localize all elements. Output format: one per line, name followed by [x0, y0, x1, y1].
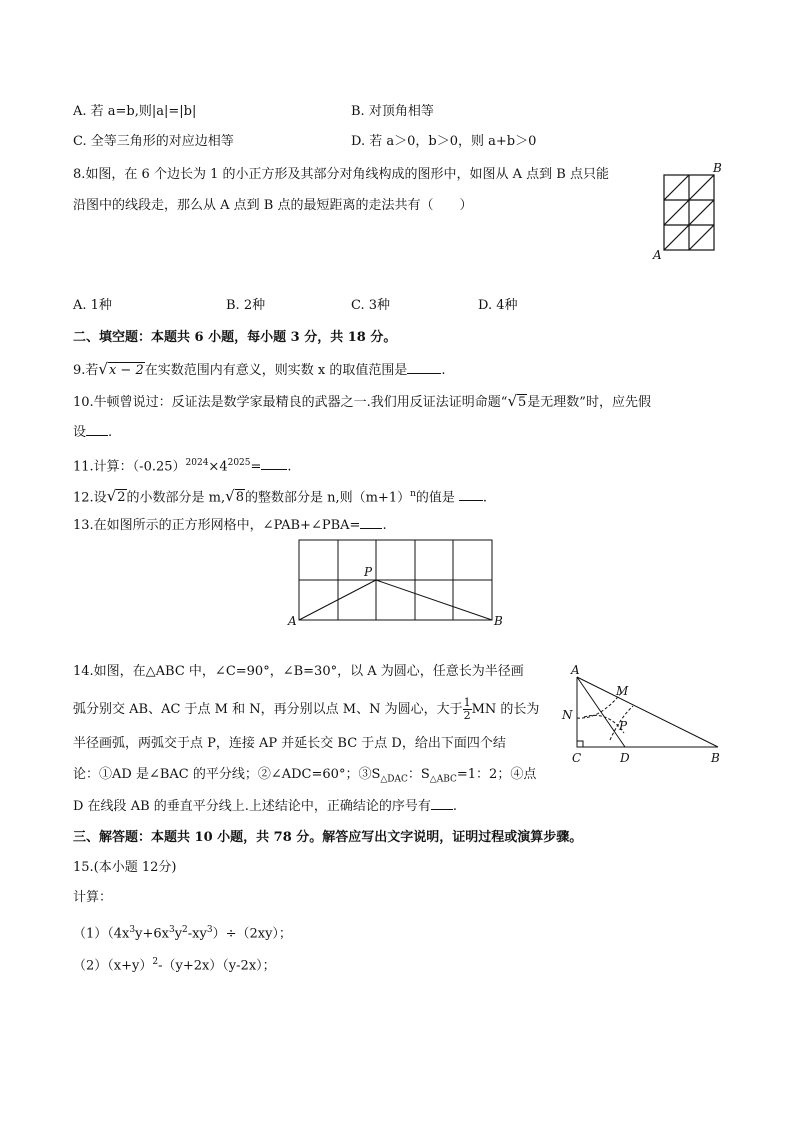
q8-option-a: A. 1种	[73, 298, 112, 313]
q12-suffix: 的值是	[415, 490, 455, 506]
q7-option-c: C. 全等三角形的对应边相等	[73, 134, 234, 149]
q10-answer-blank[interactable]	[86, 423, 108, 436]
q10-line2-end: .	[108, 425, 113, 440]
q12-rad1: 2	[117, 490, 126, 506]
q14-line2-suffix: MN 的长为	[471, 702, 540, 717]
q14-line5	[73, 797, 457, 816]
q10-line2-prefix: 设	[73, 425, 87, 440]
q12-sqrt2: √8	[225, 487, 244, 506]
q8-line2: 沿图中的线段走，那么从 A 点到 B 点的最短距离的走法共有（ ）	[73, 198, 473, 213]
q8-grid-figure	[650, 160, 730, 264]
q7-option-d: D. 若 a＞0，b＞0，则 a+b＞0	[351, 134, 537, 149]
q15-item1	[73, 921, 292, 943]
q14-label-m: M	[616, 684, 629, 698]
q14-line5-text: D 在线段 AB 的垂直平分线上.上述结论中，正确结论的序号有	[73, 799, 431, 814]
q11-answer-blank[interactable]	[261, 457, 287, 470]
q13-label-a: A	[288, 614, 297, 628]
q7-option-b: B. 对顶角相等	[351, 104, 434, 119]
q9-suffix: 在实数范围内有意义，则实数 x 的取值范围是	[144, 363, 408, 378]
q8-option-c: C. 3种	[351, 298, 391, 313]
q12-sqrt1: √2	[106, 487, 126, 506]
q9-answer-blank[interactable]	[407, 361, 441, 374]
q12-prefix: 12.设	[73, 490, 107, 506]
q12-end: .	[482, 490, 488, 506]
q10-line1	[73, 392, 651, 412]
q12-exp: n	[410, 489, 416, 499]
q14-answer-blank[interactable]	[431, 797, 453, 810]
q15-item1-e3: 2	[182, 925, 188, 935]
q14-frac-den: 2	[463, 709, 471, 722]
q14-frac-num: 1	[463, 696, 471, 709]
q10-line1-suffix: 是无理数”时，应先假	[527, 395, 651, 410]
q14-label-c: C	[572, 751, 582, 765]
q14-line3: 半径画弧，两弧交于点 P，连接 AP 并延长交 BC 于点 D，给出下面四个结	[73, 736, 506, 751]
q13-label-p: P	[364, 565, 373, 579]
q11-exp2: 2025	[227, 458, 251, 468]
q15-item1-e2: 3	[168, 925, 175, 935]
q8-label-a: A	[653, 248, 662, 262]
q10-line1-prefix: 10.牛顿曾说过：反证法是数学家最精良的武器之一.我们用反证法证明命题“	[73, 395, 508, 410]
q7-option-a: A. 若 a=b,则|a|=|b|	[73, 104, 197, 119]
q15-item1-a: （1）（4x	[73, 926, 130, 942]
q13-text: 13.在如图所示的正方形网格中，∠PAB+∠PBA=	[73, 518, 361, 533]
q9-prefix: 9.若	[73, 363, 99, 378]
q15-item1-f: ）÷（2xy）；	[212, 926, 292, 942]
q12-answer-blank[interactable]	[459, 488, 483, 501]
q14-sub1: △DAC	[380, 774, 408, 785]
q11-mid: ×4	[208, 459, 228, 475]
q15-intro: 计算：	[73, 890, 113, 905]
q8-option-d: D. 4种	[478, 298, 518, 313]
q12-line	[73, 485, 487, 507]
q14-label-n: N	[562, 708, 573, 722]
q15-item1-e4: 3	[206, 925, 213, 935]
q14-line1: 14.如图，在△ABC 中，∠C=90°，∠B=30°，以 A 为圆心，任意长为半径画	[73, 664, 524, 679]
q13-grid-figure	[285, 535, 510, 635]
q14-line5-end: .	[452, 799, 458, 814]
q15-item1-e1: 3	[129, 925, 136, 935]
q8-line1: 8.如图，在 6 个边长为 1 的小正方形及其部分对角线构成的图形中，如图从 A 点到 B 点只能	[73, 167, 609, 182]
q14-line4-b: ：S	[407, 767, 430, 782]
q14-line2	[73, 697, 539, 722]
q15-item2-b: -（y+2x）（y-2x）；	[158, 958, 276, 974]
q15-header: 15.(本小题 12分)	[73, 860, 177, 875]
q15-item1-d: -xy	[187, 926, 207, 942]
q14-label-d: D	[620, 751, 630, 765]
q9-radicand: x − 2	[108, 363, 144, 378]
q12-mid1: 的小数部分是 m,	[126, 490, 226, 506]
q15-item2-a: （2）（x+y）	[73, 958, 153, 974]
q14-line4-a: 论：①AD 是∠BAC 的平分线；②∠ADC=60°；③S	[73, 767, 381, 782]
q15-item2-e: 2	[152, 957, 159, 967]
q8-label-b: B	[713, 161, 722, 175]
q15-item2	[73, 953, 276, 975]
q12-mid2: 的整数部分是 n,则（m+1）	[244, 490, 411, 506]
q14-fraction	[463, 697, 472, 722]
q11-end: .	[287, 459, 292, 475]
q11-exp1: 2024	[185, 458, 209, 468]
q13-end: .	[382, 518, 387, 533]
q9-line	[73, 360, 445, 380]
section3-title: 三、解答题：本题共 10 小题，共 78 分。解答应写出文字说明，证明过程或演算步骤。	[73, 830, 583, 845]
q14-sub2: △ABC	[429, 774, 457, 785]
q14-label-p: P	[619, 719, 628, 733]
q11-prefix: 11.计算：（-0.25）	[73, 459, 186, 475]
q9-sqrt: √x − 2	[98, 360, 144, 378]
q14-triangle-figure	[558, 660, 734, 770]
q13-line	[73, 516, 387, 535]
q10-sqrt: √5	[507, 392, 527, 410]
q13-answer-blank[interactable]	[360, 516, 382, 529]
q11-line	[73, 454, 292, 476]
q15-item1-b: y+6x	[135, 926, 169, 942]
q14-line2-prefix: 弧分别交 AB、AC 于点 M 和 N，再分别以点 M、N 为圆心，大于	[73, 702, 463, 717]
q11-eq: =	[250, 459, 262, 475]
q10-radicand: 5	[518, 395, 527, 410]
q13-label-b: B	[494, 614, 503, 628]
q9-end: .	[441, 363, 446, 378]
q10-line2	[73, 423, 112, 442]
q14-label-b: B	[711, 751, 720, 765]
q15-item1-c: y	[174, 926, 183, 942]
q8-option-b: B. 2种	[226, 298, 266, 313]
q14-line4-c: =1：2；④点	[456, 767, 537, 782]
q14-line4	[73, 766, 536, 789]
q14-label-a: A	[571, 663, 580, 677]
section2-title: 二、填空题：本题共 6 小题，每小题 3 分，共 18 分。	[73, 330, 397, 345]
q12-rad2: 8	[235, 490, 244, 506]
